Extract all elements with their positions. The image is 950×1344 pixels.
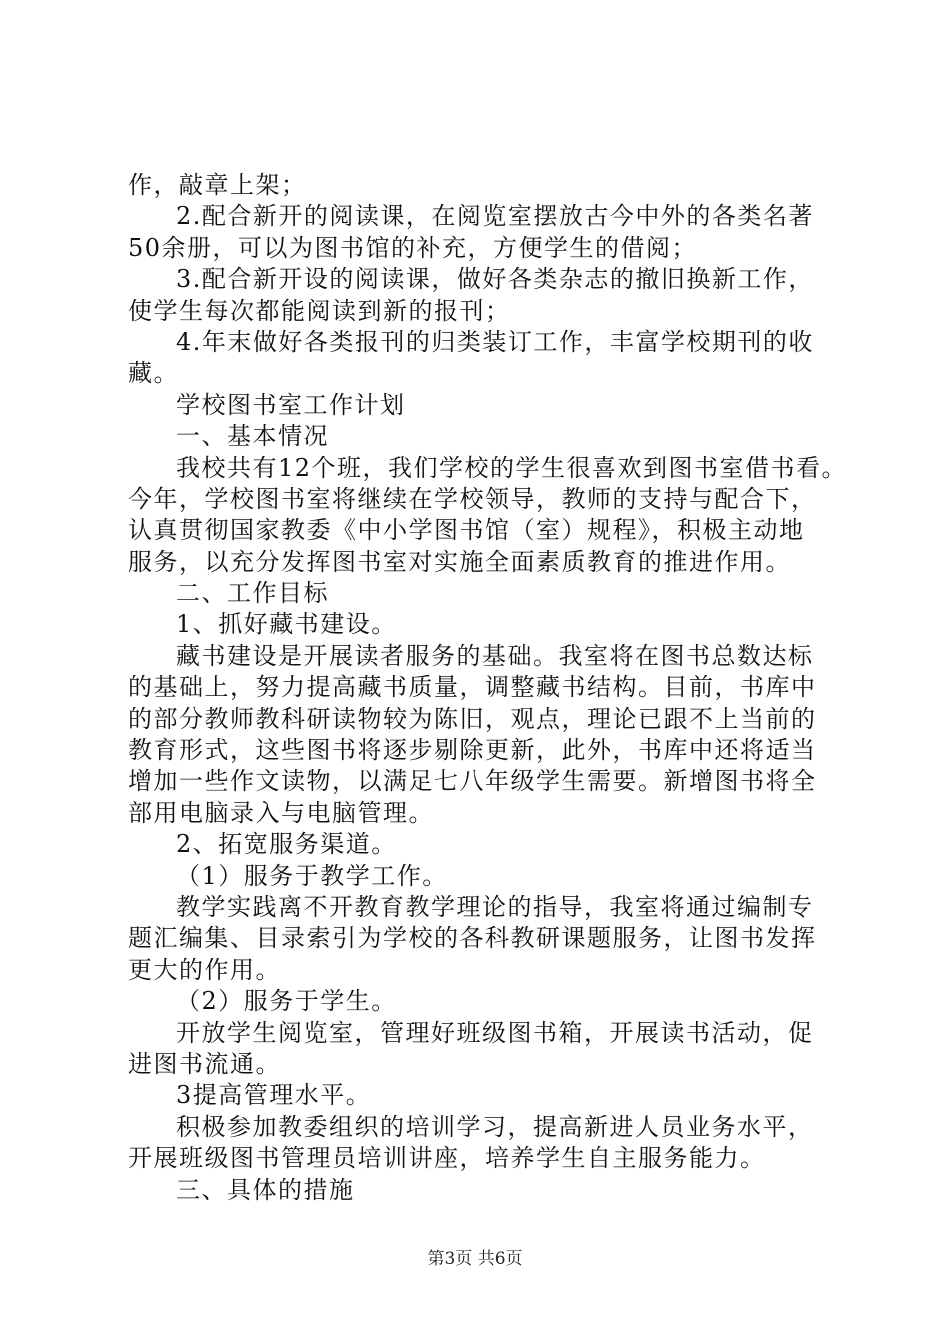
text-line: 开展班级图书管理员培训讲座，培养学生自主服务能力。 (128, 1144, 766, 1173)
text-line: 学校图书室工作计划 (176, 390, 406, 419)
text-line: 积极参加教委组织的培训学习，提高新进人员业务水平， (176, 1112, 814, 1141)
text-line: 今年，学校图书室将继续在学校领导，教师的支持与配合下， (128, 484, 817, 513)
text-line: 服务，以充分发挥图书室对实施全面素质教育的推进作用。 (128, 547, 791, 576)
text-line: （1）服务于教学工作。 (176, 861, 448, 890)
text-line: 2、拓宽服务渠道。 (176, 830, 397, 859)
text-line: 二、工作目标 (176, 579, 329, 608)
text-line: （2）服务于学生。 (176, 987, 397, 1016)
text-line: 藏。 (128, 359, 179, 388)
text-line: 进图书流通。 (128, 1049, 281, 1078)
text-line: 认真贯彻国家教委《中小学图书馆（室）规程》，积极主动地 (128, 516, 805, 545)
text-line: 我校共有12个班，我们学校的学生很喜欢到图书室借书看。 (176, 453, 848, 482)
text-line: 50余册，可以为图书馆的补充，方便学生的借阅； (128, 233, 698, 262)
document-body (128, 170, 848, 1206)
text-line: 开放学生阅览室，管理好班级图书箱，开展读书活动，促 (176, 1018, 814, 1047)
text-line: 一、基本情况 (176, 422, 329, 451)
text-line: 增加一些作文读物，以满足七八年级学生需要。新增图书将全 (128, 767, 817, 796)
text-line: 更大的作用。 (128, 955, 281, 984)
page-footer: 第3页 共6页 (427, 1249, 523, 1269)
text-line: 的部分教师教科研读物较为陈旧，观点，理论已跟不上当前的 (128, 704, 817, 733)
text-line: 3提高管理水平。 (176, 1081, 372, 1110)
text-line: 部用电脑录入与电脑管理。 (128, 798, 434, 827)
text-line: 2.配合新开的阅读课，在阅览室摆放古今中外的各类名著 (176, 202, 814, 231)
text-line: 1、抓好藏书建设。 (176, 610, 397, 639)
text-line: 的基础上，努力提高藏书质量，调整藏书结构。目前，书库中 (128, 673, 817, 702)
text-line: 使学生每次都能阅读到新的报刊； (128, 296, 511, 325)
text-line: 4.年末做好各类报刊的归类装订工作，丰富学校期刊的收 (176, 327, 814, 356)
text-line: 作，敲章上架； (128, 171, 307, 199)
text-line: 教育形式，这些图书将逐步剔除更新，此外，书库中还将适当 (128, 736, 817, 765)
text-line: 题汇编集、目录索引为学校的各科教研课题服务，让图书发挥 (128, 924, 817, 953)
text-line: 三、具体的措施 (176, 1175, 355, 1204)
text-line: 教学实践离不开教育教学理论的指导，我室将通过编制专 (176, 892, 814, 921)
text-line: 藏书建设是开展读者服务的基础。我室将在图书总数达标 (176, 641, 814, 670)
text-line: 3.配合新开设的阅读课，做好各类杂志的撤旧换新工作， (176, 265, 814, 294)
